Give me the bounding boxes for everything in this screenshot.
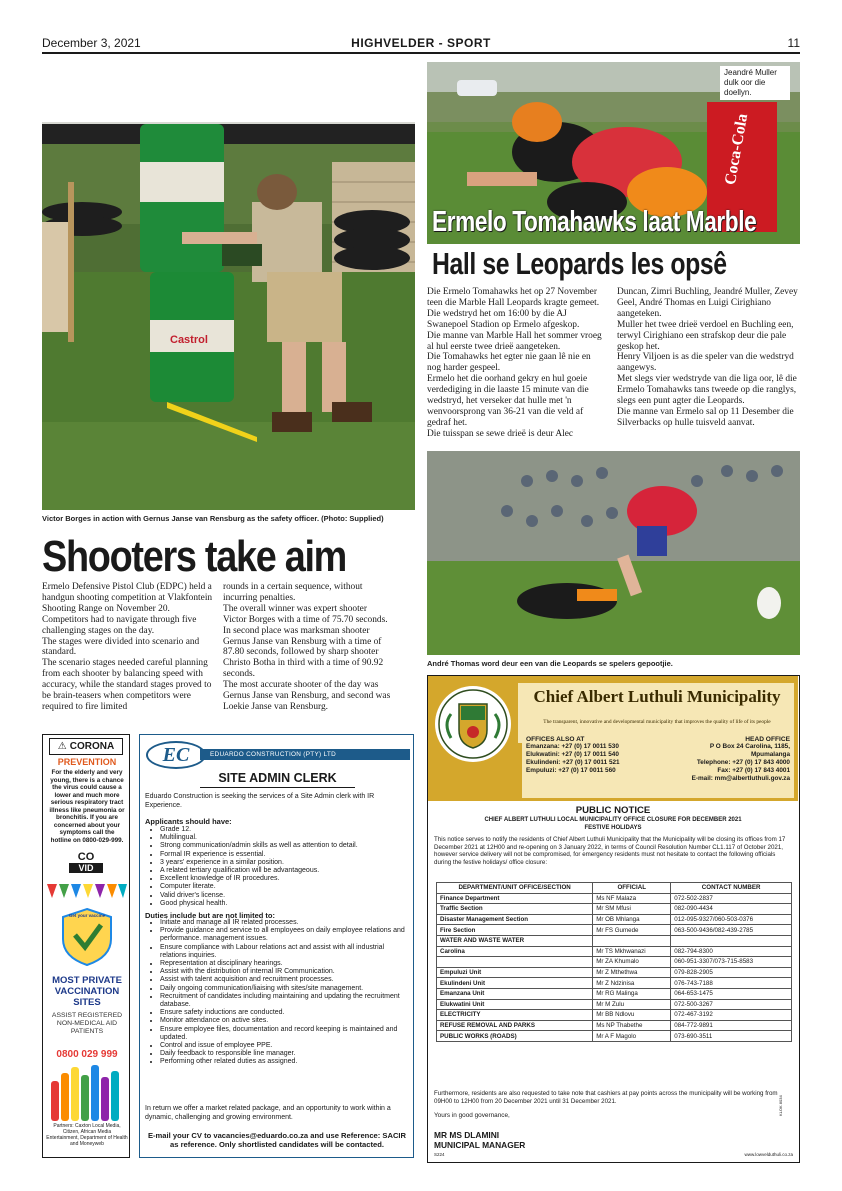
table-cell: 063-500-9436/082-439-2785 bbox=[671, 925, 792, 936]
table-cell bbox=[671, 935, 792, 946]
notice-body: This notice serves to notify the residents of Chief Albert Luthuli Municipality that the Municipality will be closing its offices from 17 December 2021 at 12H00 and re-opening on 3 January 2022, in terms of Council Resolution Number CL1.117 of October 2021, however service delivery will not be compromised, for emergency residents must not hesitate to contact the following officials during the festive holidays/ office closure: bbox=[434, 836, 786, 866]
applicant-req: • A related tertiary qualification will be advantageous. bbox=[160, 867, 407, 875]
section-title: HIGHVELDER - SPORT bbox=[351, 36, 491, 50]
rugby-headline-1-text: Ermelo Tomahawks laat Marble bbox=[432, 206, 757, 238]
table-cell: Finance Department bbox=[437, 893, 593, 904]
offices-block bbox=[522, 734, 652, 798]
duty-item: • Daily feedback to responsible line manager. bbox=[160, 1050, 407, 1058]
vaccination-title: MOST PRIVATE VACCINATION SITES bbox=[52, 975, 122, 1008]
shooting-col-2 bbox=[223, 582, 391, 713]
table-cell: Carolina bbox=[437, 946, 593, 957]
table-row bbox=[437, 914, 792, 925]
applicant-req: • 3 years' experience in a similar position. bbox=[160, 859, 407, 867]
notice-title: PUBLIC NOTICE bbox=[575, 805, 651, 816]
table-cell bbox=[593, 935, 671, 946]
duty-item: • Ensure compliance with Labour relations act and assist with all industrial relations inquiries. bbox=[160, 944, 407, 960]
municipality-tagline: The transparent, innovative and developmental municipality that improves the quality of life of its people bbox=[543, 719, 771, 725]
municipality-header bbox=[428, 676, 798, 801]
shooting-photo bbox=[42, 122, 415, 510]
notice-sub-2: FESTIVE HOLIDAYS bbox=[584, 825, 642, 831]
applicant-req: • Strong communication/admin skills as well as attention to detail. bbox=[160, 842, 407, 850]
signatory-name: MR MS DLAMINI bbox=[434, 1130, 500, 1140]
vaccination-phone: 0800 029 999 bbox=[56, 1049, 118, 1060]
rugby-p4: Die Tomahawks het egter nie gaan lê nie en nog harder gespeel. bbox=[427, 352, 591, 374]
head-office-line: Telephone: +27 (0) 17 843 4000 bbox=[696, 759, 790, 766]
rugby-col-2 bbox=[617, 287, 800, 429]
table-header-row bbox=[437, 883, 792, 894]
rugby-photo-label bbox=[720, 66, 790, 100]
table-row bbox=[437, 925, 792, 936]
job-title-rule bbox=[200, 787, 355, 788]
shooting-p5: rounds in a certain sequence, without incurring penalties. bbox=[223, 582, 363, 603]
table-cell: ELECTRICITY bbox=[437, 1010, 593, 1021]
duty-item: • Assist with the distribution of internal IR Communication. bbox=[160, 968, 407, 976]
applicant-req: • Multilingual. bbox=[160, 834, 407, 842]
shooting-p3: The stages were divided into scenario and standard. bbox=[42, 636, 200, 658]
table-header: OFFICIAL bbox=[593, 883, 671, 894]
rugby-p9: Henry Viljoen is as die speler van die wedstryd aangewys. bbox=[617, 352, 794, 374]
warning-icon: ⚠ bbox=[57, 741, 67, 752]
table-cell: 064-653-1475 bbox=[671, 988, 792, 999]
table-cell: Mr M Zulu bbox=[593, 999, 671, 1010]
table-cell: Mr BB Ndlovu bbox=[593, 1010, 671, 1021]
job-title: SITE ADMIN CLERK bbox=[218, 771, 337, 785]
office-line: Ekulindeni: +27 (0) 17 0011 521 bbox=[526, 759, 620, 766]
table-cell: 012-095-9327/060-503-0376 bbox=[671, 914, 792, 925]
table-cell: Mr ZA Khumalo bbox=[593, 957, 671, 968]
duties-heading: Duties include but are not limited to: bbox=[145, 911, 276, 920]
table-row bbox=[437, 1010, 792, 1021]
corona-label-box bbox=[49, 738, 123, 755]
notice-ref-right: www.lowvelduthuli.co.za bbox=[744, 1152, 793, 1157]
shooting-col-1 bbox=[42, 582, 214, 713]
table-row bbox=[437, 988, 792, 999]
partners-text: Partners: Caxton Local Media, Citizen, African Media Entertainment, Department of Health and Moneyweb bbox=[46, 1123, 128, 1147]
duty-item: • Assist with talent acquisition and recruitment processes. bbox=[160, 976, 407, 984]
corona-prevention: PREVENTION bbox=[57, 757, 117, 767]
applicant-req: • Computer literate. bbox=[160, 883, 407, 891]
rugby-p3: Die manne van Marble Hall het sommer vroeg al hul eerste twee drieë aangeteken. bbox=[427, 330, 602, 352]
duties-list bbox=[145, 919, 407, 1067]
duty-item: • Provide guidance and service to all employees on daily employee relations and performance. management issues. bbox=[160, 927, 407, 943]
duty-item: • Monitor attendance on active sites. bbox=[160, 1017, 407, 1025]
duty-item: • Representation at disciplinary hearings. bbox=[160, 960, 407, 968]
page-number: 11 bbox=[787, 36, 800, 50]
table-row bbox=[437, 893, 792, 904]
notice-closing: Yours in good governance, bbox=[434, 1112, 510, 1119]
table-cell: WATER AND WASTE WATER bbox=[437, 935, 593, 946]
table-cell: Ekulindeni Unit bbox=[437, 978, 593, 989]
signatory-title: MUNICIPAL MANAGER bbox=[434, 1140, 526, 1150]
job-ad bbox=[139, 734, 414, 1158]
company-banner bbox=[200, 749, 410, 760]
applicant-req: • Excellent knowledge of IR procedures. bbox=[160, 875, 407, 883]
notice-footer-body: Furthermore, residents are also requested to take note that cashiers at pay points across the municipality will be working from 09H00 to 12H00 from 20 December 2021 until 31 December 2021. bbox=[434, 1090, 778, 1105]
table-cell: Mr SM Mfusi bbox=[593, 904, 671, 915]
table-cell: REFUSE REMOVAL AND PARKS bbox=[437, 1020, 593, 1031]
duty-item: • Ensure safety inductions are conducted. bbox=[160, 1009, 407, 1017]
rugby-p5: Ermelo het die oorhand gekry en hul goeie verdediging in die laaste 15 minute van die wedstryd, het verseker dat hulle met 'n wenvoorsprong van 36-21 van die veld af gedraf het. bbox=[427, 374, 589, 428]
job-email-line: E-mail your CV to vacancies@eduardo.co.za and use Reference: SACIR as reference. Only shortlisted candidates will be contacted. bbox=[147, 1131, 407, 1149]
covid-logo-top: CO bbox=[77, 851, 95, 863]
rugby-p2: Die wedstryd het om 16:00 by die AJ Swanepoel Stadion op Ermelo afgeskop. bbox=[427, 308, 580, 330]
duty-item: • Performing other related duties as assigned. bbox=[160, 1058, 407, 1066]
rugby-p7: Duncan, Zimri Buchling, Jeandré Muller, Zevey Geel, André Thomas en Luigi Cirighiano aangeteken. bbox=[617, 287, 798, 319]
shooting-p4: The scenario stages needed careful planning from each shooter by balancing speed with accuracy, while the standard stages proved to be brain-teasers when competitors were required to fire limited bbox=[42, 658, 212, 712]
table-header: CONTACT NUMBER bbox=[671, 883, 792, 894]
table-cell: Emanzana Unit bbox=[437, 988, 593, 999]
offices-heading: OFFICES ALSO AT bbox=[526, 736, 585, 743]
table-row bbox=[437, 1031, 792, 1042]
rugby-photo-label-text: Jeandré Muller dulk oor die doellyn. bbox=[724, 68, 777, 97]
shooting-p6: The overall winner was expert shooter Victor Borges with a time of 75.70 seconds. bbox=[223, 603, 388, 625]
corona-label: CORONA bbox=[69, 741, 115, 752]
rugby-photo-2 bbox=[427, 451, 800, 655]
duty-item: • Recruitment of candidates including maintaining and updating the recruitment database. bbox=[160, 993, 407, 1009]
rugby-p8: Muller het twee drieë verdoel en Buchling een, terwyl Cirighiano een strafskop deur die pale geskop het. bbox=[617, 319, 794, 352]
table-cell: 076-743-7188 bbox=[671, 978, 792, 989]
municipality-name: Chief Albert Luthuli Municipality bbox=[533, 687, 781, 706]
municipality-crest bbox=[433, 684, 513, 764]
table-cell: 072-500-3267 bbox=[671, 999, 792, 1010]
table-cell: 073-690-3511 bbox=[671, 1031, 792, 1042]
table-cell: Mr FS Gumede bbox=[593, 925, 671, 936]
head-office-line: Mpumalanga bbox=[750, 751, 790, 758]
covid-logo bbox=[69, 851, 103, 881]
table-cell: 060-951-3307/073-715-8583 bbox=[671, 957, 792, 968]
rugby-col-1 bbox=[427, 287, 605, 440]
table-cell: Mr A F Magolo bbox=[593, 1031, 671, 1042]
corona-text: For the elderly and very young, there is a chance the virus could cause a lower and much more serious respiratory tract illness like pneumonia or bronchitis. If you are concerned about your symptoms call the hotline on 0800-029-999. bbox=[49, 769, 125, 844]
shooting-headline: Shooters take aim bbox=[42, 532, 347, 581]
duty-item: • Ensure employee files, documentation and record keeping is maintained and updated. bbox=[160, 1026, 407, 1042]
table-row bbox=[437, 957, 792, 968]
applicant-req: • Good physical health. bbox=[160, 900, 407, 908]
vaccine-badge bbox=[61, 907, 113, 967]
job-intro: Eduardo Construction is seeking the services of a Site Admin clerk with IR Experience. bbox=[145, 793, 375, 809]
table-row bbox=[437, 904, 792, 915]
table-cell: 079-828-2905 bbox=[671, 967, 792, 978]
head-office-line: Fax: +27 (0) 17 843 4001 bbox=[717, 767, 790, 774]
applicants-heading: Applicants should have: bbox=[145, 817, 232, 826]
table-cell: Traffic Section bbox=[437, 904, 593, 915]
svg-text:Coca-Cola: Coca-Cola bbox=[721, 112, 752, 187]
table-header: DEPARTMENT/UNIT OFFICE/SECTION bbox=[437, 883, 593, 894]
head-office-heading: HEAD OFFICE bbox=[745, 736, 790, 743]
table-cell: Mr TS Mkhwanazi bbox=[593, 946, 671, 957]
job-offer: In return we offer a market related package, and an opportunity to work within a dynamic, challenging and growing environment. bbox=[145, 1105, 391, 1121]
rugby-headline-1 bbox=[432, 206, 800, 240]
table-row bbox=[437, 946, 792, 957]
issue-date: December 3, 2021 bbox=[42, 36, 141, 50]
table-cell: Fire Section bbox=[437, 925, 593, 936]
notice-sub-1: CHIEF ALBERT LUTHULI LOCAL MUNICIPALITY OFFICE CLOSURE FOR DECEMBER 2021 bbox=[484, 817, 742, 823]
covid-logo-bottom: VID bbox=[69, 863, 103, 873]
table-row bbox=[437, 978, 792, 989]
table-row bbox=[437, 1020, 792, 1031]
table-cell: Mr RG Malinga bbox=[593, 988, 671, 999]
head-office-line: P O Box 24 Carolina, 1185, bbox=[709, 743, 790, 750]
vaccination-sub: ASSIST REGISTERED NON-MEDICAL AID PATIENTS bbox=[51, 1012, 123, 1036]
municipality-notice bbox=[427, 675, 800, 1163]
table-cell: 084-772-9891 bbox=[671, 1020, 792, 1031]
company-logo-initials: EC bbox=[162, 743, 190, 766]
table-row bbox=[437, 967, 792, 978]
table-cell bbox=[437, 957, 593, 968]
duty-item: • Control and issue of employee PPE. bbox=[160, 1042, 407, 1050]
table-cell: 072-502-2837 bbox=[671, 893, 792, 904]
table-cell: 082-090-4434 bbox=[671, 904, 792, 915]
table-cell: 072-467-3192 bbox=[671, 1010, 792, 1021]
head-office-line: E-mail: mm@albertluthuli.gov.za bbox=[691, 775, 790, 782]
rugby-p11: Die manne van Ermelo sal op 11 Desember die Silverbacks op hulle tuisveld aanvat. bbox=[617, 406, 794, 428]
company-header bbox=[144, 739, 409, 771]
rugby-p1: Die Ermelo Tomahawks het op 27 November teen die Marble Hall Leopards kragte gemeet. bbox=[427, 287, 600, 308]
hands-illustration bbox=[49, 1063, 125, 1123]
notice-ref-left: S224 bbox=[434, 1152, 445, 1157]
table-cell: Ms NP Thabethe bbox=[593, 1020, 671, 1031]
table-cell: 082-794-8300 bbox=[671, 946, 792, 957]
notice-side-ref: KLOK 8034 bbox=[778, 1095, 783, 1116]
table-cell: Mr Z Mthethwa bbox=[593, 967, 671, 978]
rugby-headline-2: Hall se Leopards les opsê bbox=[432, 246, 727, 281]
rugby-p6: Die tuisspan se sewe drieë is deur Alec bbox=[427, 428, 574, 439]
table-row bbox=[437, 935, 792, 946]
duty-item: • Daily ongoing communication/liaising with sites/site management. bbox=[160, 985, 407, 993]
table-cell: Elukwatini Unit bbox=[437, 999, 593, 1010]
table-row bbox=[437, 999, 792, 1010]
bunting-decoration bbox=[47, 884, 127, 902]
table-cell: Mr Z Ndzinisa bbox=[593, 978, 671, 989]
applicant-req: • Formal IR experience is essential. bbox=[160, 851, 407, 859]
table-cell: PUBLIC WORKS (ROADS) bbox=[437, 1031, 593, 1042]
table-cell: Mr OB Mhlanga bbox=[593, 914, 671, 925]
applicant-req: • Grade 12. bbox=[160, 826, 407, 834]
table-cell: Empuluzi Unit bbox=[437, 967, 593, 978]
company-logo bbox=[146, 741, 206, 769]
rugby-p10: Met slegs vier wedstryde van die liga oor, lê die Ermelo Tomahawks tans tweede op die ranglys, slegs een punt agter die Leopards. bbox=[617, 374, 797, 407]
vaccine-badge-text: Get your vaccine bbox=[68, 913, 106, 918]
shooting-p8: The most accurate shooter of the day was Gernus Janse van Rensburg, and second was Loekie Janse van Rensburg. bbox=[223, 680, 391, 712]
head-office-block bbox=[652, 734, 794, 798]
office-line: Elukwatini: +27 (0) 17 0011 540 bbox=[526, 751, 619, 758]
applicant-req: • Valid driver's license. bbox=[160, 892, 407, 900]
shooting-p2: Competitors had to navigate through five challenging stages on the day. bbox=[42, 614, 197, 636]
table-cell: Ms NF Malaza bbox=[593, 893, 671, 904]
duty-item: • Initiate and manage all IR related processes. bbox=[160, 919, 407, 927]
office-line: Emanzana: +27 (0) 17 0011 530 bbox=[526, 743, 619, 750]
applicants-list bbox=[145, 826, 407, 908]
contacts-table bbox=[436, 882, 792, 1042]
office-line: Empuluzi: +27 (0) 17 0011 560 bbox=[526, 767, 616, 774]
shooting-p1: Ermelo Defensive Pistol Club (EDPC) held a handgun shooting competition at Vlakfontein Shooting Range on November 20. bbox=[42, 582, 213, 614]
svg-text:Castrol: Castrol bbox=[170, 334, 208, 346]
table-cell: Disaster Management Section bbox=[437, 914, 593, 925]
shooting-p7: In second place was marksman shooter Gernus Janse van Rensburg with a time of 87.80 seconds, followed by sharp shooter Christo Botha in third with a time of 90.92 seconds. bbox=[223, 625, 384, 680]
header-rule bbox=[42, 52, 800, 54]
shooting-caption: Victor Borges in action with Gernus Janse van Rensburg as the safety officer. (Photo: Supplied) bbox=[42, 514, 384, 523]
rugby-caption-2: André Thomas word deur een van die Leopards se spelers gepootjie. bbox=[427, 659, 673, 668]
corona-ad bbox=[42, 734, 130, 1158]
company-name: EDUARDO CONSTRUCTION (PTY) LTD bbox=[210, 751, 337, 758]
